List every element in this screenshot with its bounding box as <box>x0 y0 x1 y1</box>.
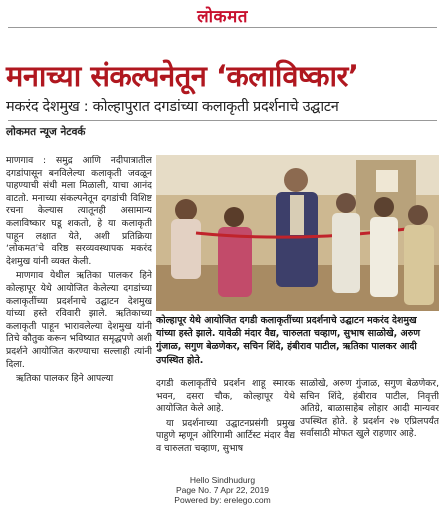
middle-paragraph-2: या प्रदर्शनाच्या उद्घाटनप्रसंगी प्रमुख पाहुणे म्हणून ओरिगामी आर्टिस्ट मंदार वैद्य व चारुलता चव्हाण, सुभाष <box>156 417 295 454</box>
masthead-divider <box>8 27 437 28</box>
page-footer <box>0 475 445 505</box>
photo-caption: कोल्हापूर येथे आयोजित दगडी कलाकृतींच्या प्रदर्शनाचे उद्घाटन मकरंद देशमुख यांच्या हस्ते झाले. यावेळी मंदार वैद्य, चारुलता चव्हाण, सुभाष साळोखे, अरुण गुंजाळ, सगुण बेळणेकर, सचिन शिंदे, हंबीराव पाटील, ऋतिका पालकर आदी उपस्थित होते. <box>156 315 421 366</box>
article-headline: मनाच्या संकल्पनेतून ‘कलाविष्कार’ <box>6 59 359 93</box>
footer-powered-by: Powered by: erelego.com <box>174 495 271 505</box>
right-paragraph-1: साळोखे, अरुण गुंजाळ, सगुण बेळणेकर, सचिन शिंदे, हंबीराव पाटील, निवृत्ती अतिग्रे, बाळासाहेब लोहार आदी मान्यवर उपस्थित होते. हे प्रदर्शन २७ एप्रिलपर्यंत सर्वासाठी मोफत खुले राहणार आहे. <box>300 378 439 440</box>
footer-edition: Hello Sindhudurg <box>189 475 256 485</box>
footer-page-date: Page No. 7 Apr 22, 2019 <box>175 485 270 495</box>
article-subhead: मकरंद देशमुख : कोल्हापुरात दगडांच्या कलाकृती प्रदर्शनाचे उद्घाटन <box>6 99 339 115</box>
middle-paragraph-1: दगडी कलाकृतींचे प्रदर्शन शाहू स्मारक भवन, दसरा चौक, कोल्हापूर येथे आयोजित केले आहे. <box>156 378 295 415</box>
right-column <box>300 378 439 470</box>
left-paragraph-1: माणगाव : समुद्र आणि नदीपात्रातील दगडांपासून बनविलेल्या कलाकृती जवळून पाहण्याची संधी मला मिळाली, याचा आनंद वाटतो. मनाच्या संकल्पनेतून दगडांची विशिष्ट रचना केल्यास त्यातूनही असामान्य कलाविष्कार घडू शकतो, हे या कलाकृती पाहून लक्षात येते, अशी प्रतिक्रिया ‘लोकमत’चे वरिष्ठ सरव्यवस्थापक मकरंद देशमुख यांनी व्यक्त केली. <box>6 155 152 267</box>
left-paragraph-3: ऋतिका पालकर हिने आपल्या <box>16 373 114 385</box>
event-photo-illustration <box>156 155 439 311</box>
left-paragraph-2: माणगाव येथील ऋतिका पालकर हिने कोल्हापूर येथे आयोजित केलेल्या दगडांच्या कलाकृतींच्या प्रदर्शनाचे उद्घाटन देशमुख यांच्या हस्ते रविवारी झाले. ऋतिकाच्या कलाकृती पाहून भारावलेल्या देशमुख यांनी तिचे कौतुक करून भविष्यात समृद्धपणे अशी प्रदर्शने आयोजित करण्याचा सल्लाही त्यांनी दिला. <box>6 270 152 370</box>
article-byline: लोकमत न्यूज नेटवर्क <box>6 126 86 138</box>
event-photo <box>156 155 439 311</box>
left-column <box>6 155 152 465</box>
subhead-divider <box>8 120 437 121</box>
newspaper-masthead: लोकमत <box>197 7 248 27</box>
middle-column <box>156 378 295 470</box>
